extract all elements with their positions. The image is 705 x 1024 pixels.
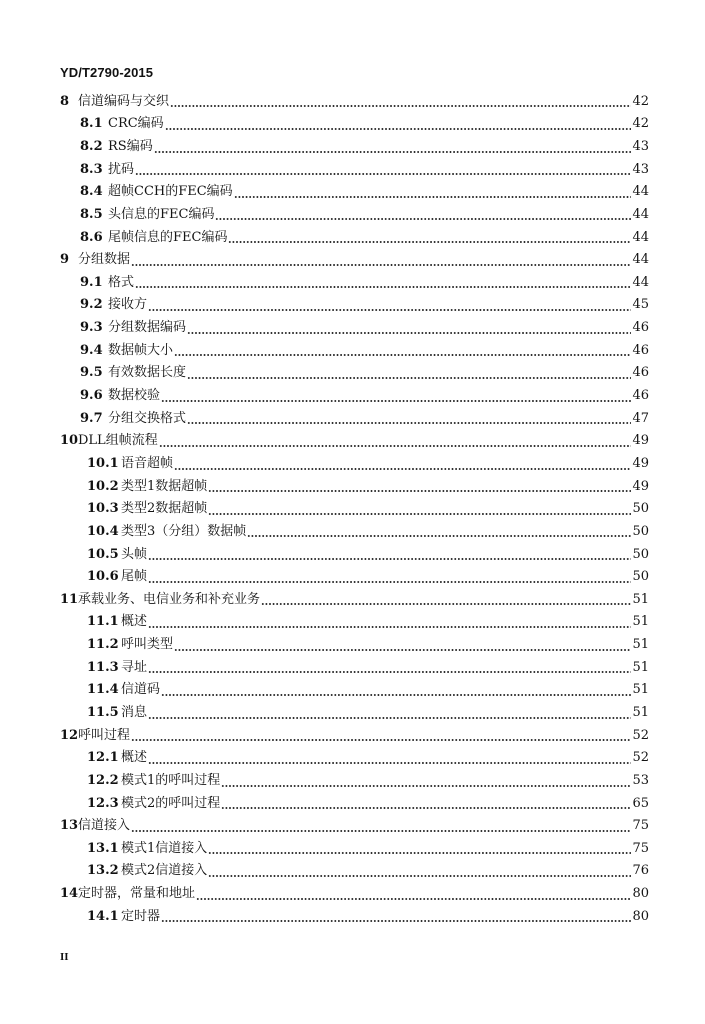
toc-section-8-3 xyxy=(80,159,649,182)
toc-section-10-2 xyxy=(87,476,649,499)
toc-entry-number: 8 xyxy=(60,93,70,109)
toc-section-8-5 xyxy=(80,204,649,227)
toc-entry-title: 分组数据 xyxy=(78,252,131,268)
dot-leader xyxy=(161,679,631,702)
toc-entry-number: 8.3 xyxy=(80,161,103,177)
toc-section-9-4 xyxy=(80,340,649,363)
toc-entry-title: 模式2的呼叫过程 xyxy=(121,795,221,811)
toc-entry-title: 类型1数据超帧 xyxy=(121,478,208,494)
toc-section-10-6 xyxy=(87,566,649,589)
dot-leader xyxy=(148,657,631,680)
dot-leader xyxy=(165,113,632,136)
toc-section-12-1 xyxy=(87,747,649,770)
dot-leader xyxy=(161,906,631,929)
toc-entry-page-number: 49 xyxy=(632,455,649,471)
dot-leader xyxy=(221,770,631,793)
dot-leader xyxy=(228,227,631,250)
toc-entry-title: 模式1的呼叫过程 xyxy=(121,772,221,788)
toc-section-8-2 xyxy=(80,136,649,159)
toc-entry-title: 超帧CCH的FEC编码 xyxy=(108,184,233,200)
toc-section-8-1 xyxy=(80,113,649,136)
toc-entry-number: 8.6 xyxy=(80,229,103,245)
toc-entry-number: 12.1 xyxy=(87,750,119,766)
toc-entry-number: 13.2 xyxy=(87,863,119,879)
toc-entry-title: 头信息的FEC编码 xyxy=(108,206,215,222)
toc-entry-number: 11.3 xyxy=(87,659,119,675)
toc-section-11-1 xyxy=(87,611,649,634)
toc-entry-number: 11.2 xyxy=(87,637,119,653)
toc-entry-title: 信道编码与交织 xyxy=(78,93,170,109)
toc-entry-page-number: 44 xyxy=(632,184,649,200)
toc-entry-page-number: 50 xyxy=(632,546,649,562)
toc-entry-title: 模式1信道接入 xyxy=(121,840,208,856)
dot-leader xyxy=(208,498,631,521)
toc-entry-number: 12.3 xyxy=(87,795,119,811)
toc-entry-page-number: 65 xyxy=(632,795,649,811)
dot-leader xyxy=(135,159,631,182)
toc-section-9-5 xyxy=(80,362,649,385)
toc-entry-page-number: 44 xyxy=(632,206,649,222)
toc-entry-page-number: 44 xyxy=(632,229,649,245)
toc-chapter-14 xyxy=(60,883,649,906)
toc-entry-number: 9.2 xyxy=(80,297,103,313)
toc-entry-title: 扰码 xyxy=(108,161,135,177)
toc-entry-number: 8.2 xyxy=(80,138,103,154)
toc-entry-title: 尾帧 xyxy=(121,569,148,585)
toc-entry-title: 信道码 xyxy=(121,682,161,698)
toc-entry-page-number: 50 xyxy=(632,501,649,517)
toc-entry-number: 10.6 xyxy=(87,569,119,585)
toc-entry-title: 类型2数据超帧 xyxy=(121,501,208,517)
toc-entry-page-number: 46 xyxy=(632,388,649,404)
toc-entry-title: 概述 xyxy=(121,750,148,766)
toc-entry-title: 承载业务、电信业务和补充业务 xyxy=(78,591,261,607)
toc-chapter-12 xyxy=(60,725,649,748)
toc-entry-title: 信道接入 xyxy=(78,818,131,834)
toc-entry-number: 10 xyxy=(60,433,79,449)
toc-entry-page-number: 75 xyxy=(632,818,649,834)
toc-entry-number: 11.4 xyxy=(87,682,119,698)
toc-entry-page-number: 80 xyxy=(632,886,649,902)
toc-entry-page-number: 52 xyxy=(632,750,649,766)
dot-leader xyxy=(196,883,631,906)
toc-entry-number: 14.1 xyxy=(87,908,119,924)
toc-section-10-3 xyxy=(87,498,649,521)
toc-entry-page-number: 76 xyxy=(632,863,649,879)
dot-leader xyxy=(170,91,631,114)
dot-leader xyxy=(174,453,631,476)
dot-leader xyxy=(234,181,632,204)
toc-entry-page-number: 52 xyxy=(632,727,649,743)
toc-chapter-8 xyxy=(60,91,649,114)
toc-entry-title: 消息 xyxy=(121,704,148,720)
dot-leader xyxy=(174,634,631,657)
toc-entry-page-number: 44 xyxy=(632,274,649,290)
toc-chapter-10 xyxy=(60,430,649,453)
toc-entry-number: 10.5 xyxy=(87,546,119,562)
dot-leader xyxy=(135,272,631,295)
toc-entry-number: 8.4 xyxy=(80,184,103,200)
toc-entry-title: 概述 xyxy=(121,614,148,630)
dot-leader xyxy=(187,317,631,340)
toc-entry-title: 格式 xyxy=(108,274,135,290)
toc-entry-page-number: 50 xyxy=(632,523,649,539)
dot-leader xyxy=(187,408,631,431)
dot-leader xyxy=(131,725,631,748)
toc-entry-title: 分组数据编码 xyxy=(108,320,187,336)
toc-entry-page-number: 80 xyxy=(632,908,649,924)
dot-leader xyxy=(208,860,631,883)
toc-entry-page-number: 46 xyxy=(632,342,649,358)
toc-entry-page-number: 75 xyxy=(632,840,649,856)
toc-entry-title: 数据校验 xyxy=(108,388,161,404)
dot-leader xyxy=(159,430,632,453)
dot-leader xyxy=(148,566,631,589)
toc-chapter-13 xyxy=(60,815,649,838)
toc-entry-page-number: 51 xyxy=(632,682,649,698)
toc-section-9-6 xyxy=(80,385,649,408)
toc-entry-page-number: 51 xyxy=(632,659,649,675)
toc-entry-number: 12.2 xyxy=(87,772,119,788)
toc-section-9-2 xyxy=(80,294,649,317)
toc-section-11-3 xyxy=(87,657,649,680)
toc-entry-page-number: 49 xyxy=(632,433,649,449)
toc-entry-page-number: 42 xyxy=(632,93,649,109)
dot-leader xyxy=(148,544,631,567)
dot-leader xyxy=(208,476,631,499)
toc-entry-number: 13 xyxy=(60,818,79,834)
toc-entry-number: 8.5 xyxy=(80,206,103,222)
toc-entry-title: 模式2信道接入 xyxy=(121,863,208,879)
toc-entry-page-number: 44 xyxy=(632,252,649,268)
dot-leader xyxy=(148,702,631,725)
toc-entry-page-number: 46 xyxy=(632,365,649,381)
dot-leader xyxy=(148,294,631,317)
toc-entry-number: 10.3 xyxy=(87,501,119,517)
toc-section-13-2 xyxy=(87,860,649,883)
toc-section-11-2 xyxy=(87,634,649,657)
toc-entry-title: 寻址 xyxy=(121,659,148,675)
toc-entry-number: 11.5 xyxy=(87,704,119,720)
toc-entry-page-number: 42 xyxy=(632,116,649,132)
toc-entry-page-number: 51 xyxy=(632,637,649,653)
dot-leader xyxy=(161,385,631,408)
toc-entry-title: 定时器 xyxy=(121,908,161,924)
dot-leader xyxy=(215,204,631,227)
toc-entry-title: 语音超帧 xyxy=(121,455,174,471)
dot-leader xyxy=(187,362,631,385)
toc-entry-number: 9.4 xyxy=(80,342,103,358)
document-id-header: YD/T2790-2015 xyxy=(60,65,154,80)
toc-entry-number: 10.2 xyxy=(87,478,119,494)
toc-entry-page-number: 47 xyxy=(632,410,649,426)
toc-entry-number: 14 xyxy=(60,886,79,902)
toc-chapter-9 xyxy=(60,249,649,272)
toc-entry-title: 呼叫类型 xyxy=(121,637,174,653)
toc-entry-number: 12 xyxy=(60,727,79,743)
toc-entry-number: 11.1 xyxy=(87,614,119,630)
dot-leader xyxy=(247,521,631,544)
toc-entry-page-number: 51 xyxy=(632,614,649,630)
toc-section-11-4 xyxy=(87,679,649,702)
toc-entry-page-number: 43 xyxy=(632,161,649,177)
toc-entry-title: 呼叫过程 xyxy=(78,727,131,743)
toc-entry-page-number: 49 xyxy=(632,478,649,494)
toc-section-9-1 xyxy=(80,272,649,295)
dot-leader xyxy=(148,747,631,770)
toc-entry-number: 9.3 xyxy=(80,320,103,336)
toc-entry-number: 8.1 xyxy=(80,116,103,132)
dot-leader xyxy=(208,838,631,861)
toc-entry-title: 分组交换格式 xyxy=(108,410,187,426)
toc-entry-title: 类型3（分组）数据帧 xyxy=(121,523,247,539)
page-number-footer: II xyxy=(60,951,69,963)
toc-entry-number: 13.1 xyxy=(87,840,119,856)
toc-section-13-1 xyxy=(87,838,649,861)
toc-entry-title: 尾帧信息的FEC编码 xyxy=(108,229,228,245)
dot-leader xyxy=(131,815,631,838)
toc-entry-number: 9.1 xyxy=(80,274,103,290)
toc-section-11-5 xyxy=(87,702,649,725)
toc-section-10-5 xyxy=(87,544,649,567)
toc-section-9-7 xyxy=(80,408,649,431)
toc-entry-number: 9.6 xyxy=(80,388,103,404)
toc-section-10-1 xyxy=(87,453,649,476)
toc-section-9-3 xyxy=(80,317,649,340)
toc-entry-title: 头帧 xyxy=(121,546,148,562)
toc-section-10-4 xyxy=(87,521,649,544)
toc-section-12-2 xyxy=(87,770,649,793)
toc-chapter-11 xyxy=(60,589,649,612)
toc-entry-page-number: 53 xyxy=(632,772,649,788)
toc-entry-page-number: 50 xyxy=(632,569,649,585)
table-of-contents xyxy=(0,91,705,929)
toc-section-8-4 xyxy=(80,181,649,204)
toc-entry-page-number: 51 xyxy=(632,591,649,607)
toc-entry-number: 9.7 xyxy=(80,410,103,426)
toc-entry-page-number: 45 xyxy=(632,297,649,313)
dot-leader xyxy=(131,249,631,272)
toc-entry-title: 定时器，常量和地址 xyxy=(78,886,196,902)
toc-entry-title: CRC编码 xyxy=(108,116,164,132)
toc-entry-title: DLL组帧流程 xyxy=(78,433,158,449)
toc-entry-title: RS编码 xyxy=(108,138,153,154)
toc-entry-number: 10.4 xyxy=(87,523,119,539)
toc-entry-page-number: 43 xyxy=(632,138,649,154)
dot-leader xyxy=(174,340,631,363)
dot-leader xyxy=(261,589,631,612)
dot-leader xyxy=(148,611,631,634)
toc-section-12-3 xyxy=(87,793,649,816)
toc-entry-title: 有效数据长度 xyxy=(108,365,187,381)
toc-entry-number: 9 xyxy=(60,252,70,268)
toc-entry-number: 10.1 xyxy=(87,455,119,471)
toc-entry-number: 9.5 xyxy=(80,365,103,381)
toc-entry-page-number: 46 xyxy=(632,320,649,336)
toc-section-8-6 xyxy=(80,227,649,250)
toc-section-14-1 xyxy=(87,906,649,929)
toc-entry-title: 接收方 xyxy=(108,297,148,313)
toc-entry-page-number: 51 xyxy=(632,704,649,720)
toc-entry-title: 数据帧大小 xyxy=(108,342,174,358)
dot-leader xyxy=(221,793,631,816)
toc-entry-number: 11 xyxy=(60,591,79,607)
dot-leader xyxy=(154,136,632,159)
